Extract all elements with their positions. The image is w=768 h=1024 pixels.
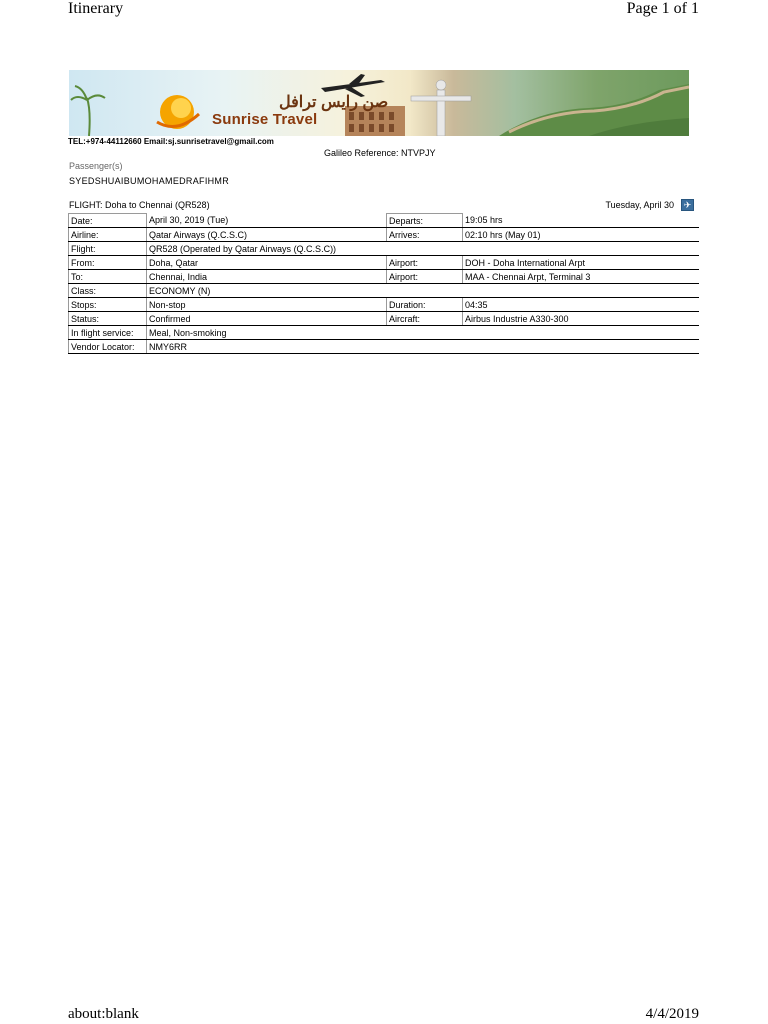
detail-label-2 <box>387 284 463 298</box>
detail-label: Flight: <box>69 242 147 256</box>
detail-label: From: <box>69 256 147 270</box>
detail-label-2: Departs: <box>387 214 463 228</box>
detail-value-2: 19:05 hrs <box>463 214 700 228</box>
detail-label-2: Aircraft: <box>387 312 463 326</box>
christ-statue-image <box>411 80 471 136</box>
detail-value: Non-stop <box>147 298 387 312</box>
detail-value: Confirmed <box>147 312 387 326</box>
great-wall-image <box>499 84 689 136</box>
detail-value-2 <box>463 242 700 256</box>
flight-title: FLIGHT: Doha to Chennai (QR528) <box>69 200 210 210</box>
detail-value: Qatar Airways (Q.C.S.C) <box>147 228 387 242</box>
flight-details-table <box>68 213 699 354</box>
detail-label: Airline: <box>69 228 147 242</box>
detail-label-2 <box>387 340 463 354</box>
passengers-label: Passenger(s) <box>69 161 123 171</box>
agency-name-arabic: صن رايس ترافل <box>279 94 389 111</box>
detail-label: Status: <box>69 312 147 326</box>
detail-label: To: <box>69 270 147 284</box>
print-header-title: Itinerary <box>68 0 124 17</box>
detail-value-2 <box>463 340 700 354</box>
flight-date-heading: Tuesday, April 30 <box>605 200 674 210</box>
detail-label-2: Airport: <box>387 270 463 284</box>
detail-value-2: 04:35 <box>463 298 700 312</box>
detail-row <box>69 312 700 326</box>
detail-row <box>69 326 700 340</box>
detail-value: April 30, 2019 (Tue) <box>147 214 387 228</box>
detail-value-2: DOH - Doha International Arpt <box>463 256 700 270</box>
detail-value: Chennai, India <box>147 270 387 284</box>
detail-value-2: Airbus Industrie A330-300 <box>463 312 700 326</box>
detail-label: Stops: <box>69 298 147 312</box>
detail-value: Meal, Non-smoking <box>147 326 387 340</box>
print-page-number: Page 1 of 1 <box>626 0 699 17</box>
detail-value-2: MAA - Chennai Arpt, Terminal 3 <box>463 270 700 284</box>
detail-label-2: Airport: <box>387 256 463 270</box>
detail-row <box>69 256 700 270</box>
detail-row <box>69 228 700 242</box>
detail-value: NMY6RR <box>147 340 387 354</box>
agency-name: Sunrise Travel <box>212 111 318 128</box>
galileo-reference: Galileo Reference: NTVPJY <box>324 148 436 158</box>
detail-label-2 <box>387 242 463 256</box>
detail-label: Vendor Locator: <box>69 340 147 354</box>
print-footer-url: about:blank <box>68 1006 139 1022</box>
detail-row <box>69 298 700 312</box>
detail-label-2: Arrives: <box>387 228 463 242</box>
detail-value: QR528 (Operated by Qatar Airways (Q.C.S.C)) <box>147 242 387 256</box>
detail-value: Doha, Qatar <box>147 256 387 270</box>
detail-row <box>69 270 700 284</box>
print-footer-date: 4/4/2019 <box>645 1006 699 1022</box>
detail-row <box>69 214 700 228</box>
detail-value-2 <box>463 326 700 340</box>
detail-value-2 <box>463 284 700 298</box>
agency-contact: TEL:+974-44112660 Email:sj.sunrisetravel@gmail.com <box>68 137 274 146</box>
agency-banner <box>69 70 689 136</box>
passenger-name: SYEDSHUAIBUMOHAMEDRAFIHMR <box>69 176 230 186</box>
detail-label-2: Duration: <box>387 298 463 312</box>
detail-value-2: 02:10 hrs (May 01) <box>463 228 700 242</box>
detail-row <box>69 242 700 256</box>
detail-value: ECONOMY (N) <box>147 284 387 298</box>
detail-row <box>69 340 700 354</box>
detail-label: In flight service: <box>69 326 147 340</box>
detail-label-2 <box>387 326 463 340</box>
detail-label: Class: <box>69 284 147 298</box>
detail-row <box>69 284 700 298</box>
airplane-icon: ✈ <box>681 199 694 211</box>
detail-label: Date: <box>69 214 147 228</box>
